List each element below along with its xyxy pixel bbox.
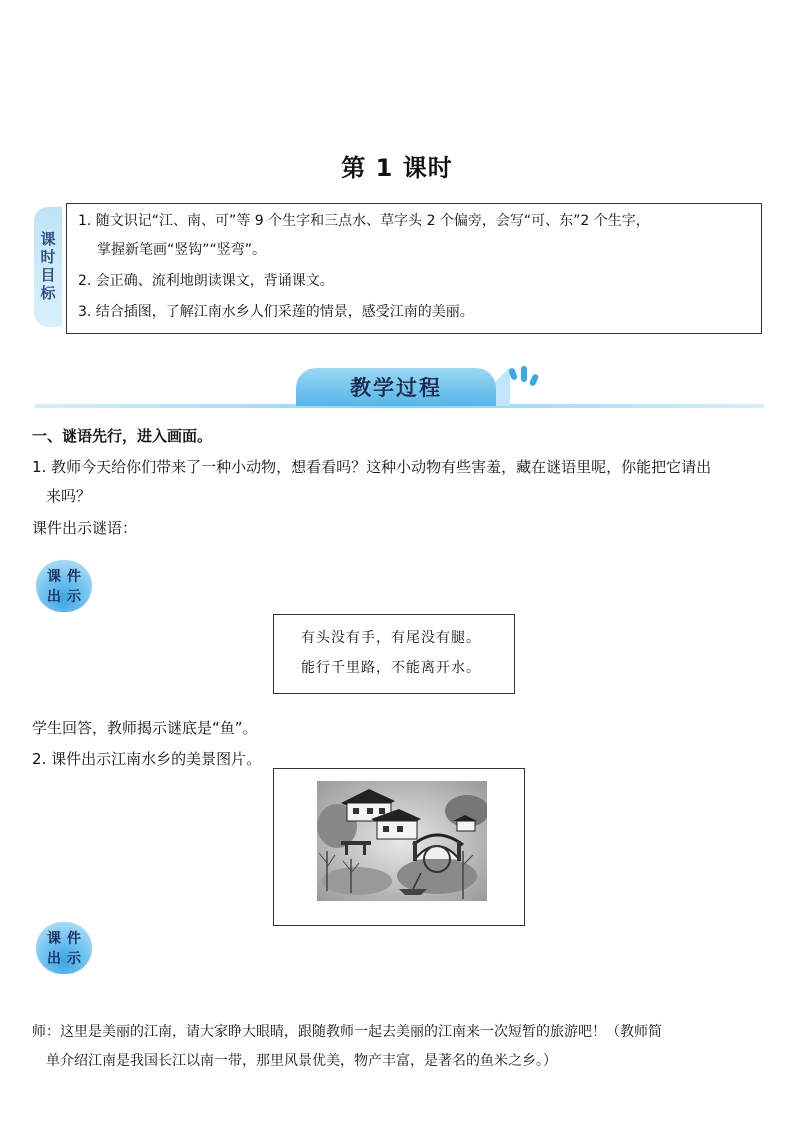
section-heading: 一、谜语先行，进入画面。 (32, 427, 213, 445)
courseware-badge-icon (36, 922, 92, 974)
objective-line-1: 1. 随文识记“江、南、可”等 9 个生字和三点水、草字头 2 个偏旁，会写“可、东”2 个生字， (78, 213, 650, 229)
section-banner (296, 368, 496, 406)
badge-char: 示 (67, 589, 81, 605)
badge-char: 出 (47, 589, 61, 605)
paragraph-5: 师：这里是美丽的江南，请大家睁大眼睛，跟随教师一起去美丽的江南来一次短暂的旅游吧！（教师简 (32, 1024, 662, 1040)
paragraph-1: 1. 教师今天给你们带来了一种小动物，想看看吗？这种小动物有些害羞，藏在谜语里呢，你能把它请出 (32, 458, 712, 476)
riddle-line-2: 能行千里路，不能离开水。 (301, 660, 481, 676)
riddle-box (273, 614, 515, 694)
section-banner-label: 教学过程 (350, 376, 442, 400)
badge-char: 课 (47, 931, 61, 947)
paragraph-1-cont: 来吗？ (46, 487, 92, 505)
water-drop-icon (521, 366, 527, 382)
badge-char: 出 (47, 951, 61, 967)
water-drop-icon (529, 373, 540, 386)
paragraph-4: 2. 课件出示江南水乡的美景图片。 (32, 750, 262, 768)
objectives-tab (34, 207, 62, 327)
badge-char: 件 (67, 931, 81, 947)
courseware-badge-icon (36, 560, 92, 612)
paragraph-3: 学生回答，教师揭示谜底是“鱼”。 (32, 719, 258, 737)
page-title: 第 1 课时 (341, 154, 453, 182)
objective-line-3: 3. 结合插图，了解江南水乡人们采莲的情景，感受江南的美丽。 (78, 304, 474, 320)
objectives-tab-label: 课时目标 (38, 231, 57, 303)
objective-line-2: 2. 会正确、流利地朗读课文，背诵课文。 (78, 273, 334, 289)
jiangnan-landscape-illustration (317, 781, 487, 901)
riddle-line-1: 有头没有手，有尾没有腿。 (301, 630, 481, 646)
badge-char: 件 (67, 569, 81, 585)
badge-char: 课 (47, 569, 61, 585)
badge-char: 示 (67, 951, 81, 967)
paragraph-2: 课件出示谜语： (32, 519, 138, 537)
paragraph-5-cont: 单介绍江南是我国长江以南一带，那里风景优美，物产丰富，是著名的鱼米之乡。） (46, 1053, 557, 1069)
objective-line-1-cont: 掌握新笔画“竖钩”“竖弯”。 (97, 242, 267, 258)
